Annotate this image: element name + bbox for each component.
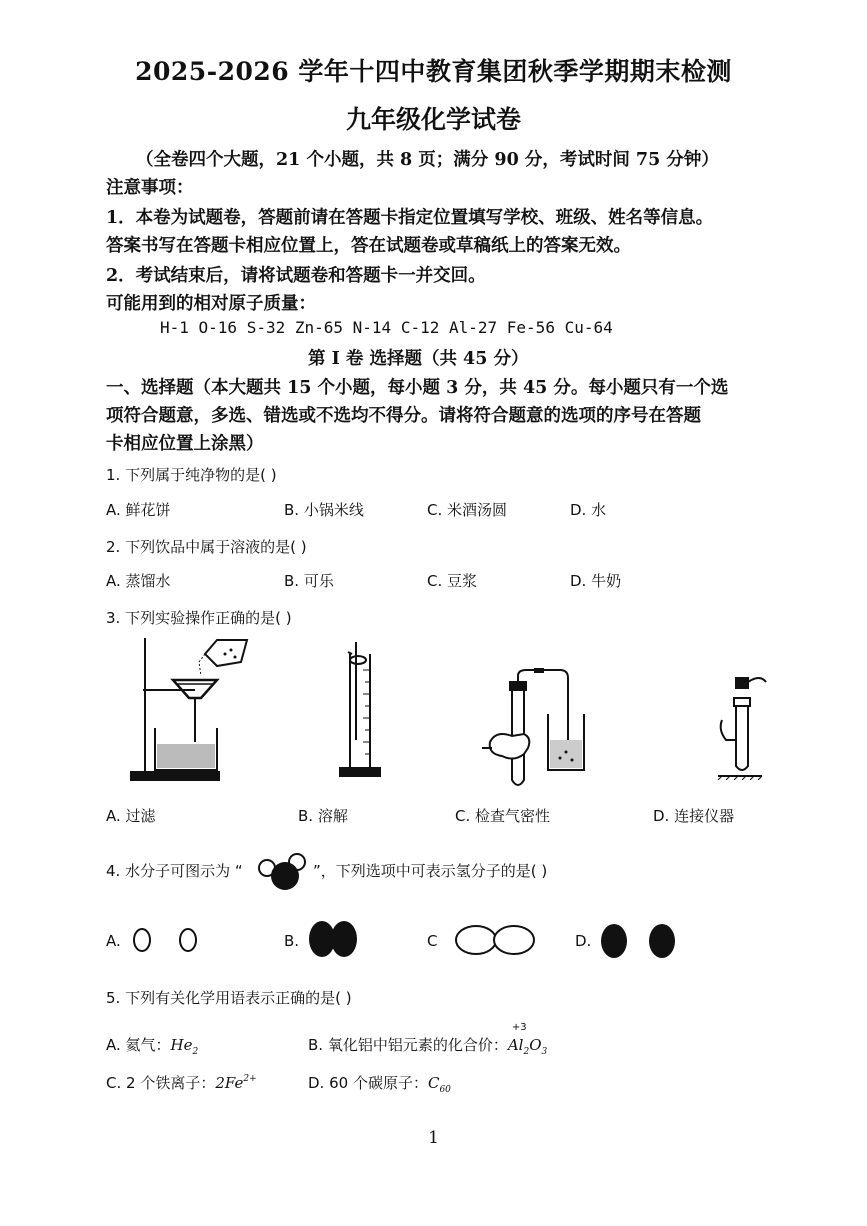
question-1-option-a: A. 鲜花饼 xyxy=(106,501,171,519)
hydrogen-molecule-icon xyxy=(452,922,538,958)
filtration-diagram xyxy=(125,632,265,784)
question-3-option-a: A. 过滤 xyxy=(106,807,156,825)
notice-item-1-line-2: 答案书写在答题卡相应位置上，答在试题卷或草稿纸上的答案无效。 xyxy=(106,236,631,256)
exam-subtitle: 九年级化学试卷 xyxy=(345,105,521,134)
question-4-option-c: C xyxy=(427,932,438,950)
notice-heading: 注意事项： xyxy=(106,178,194,198)
carbon-formula: C xyxy=(427,1074,440,1092)
question-2-stem: 2. 下列饮品中属于溶液的是( ) xyxy=(106,538,307,556)
notice-item-2: 2．考试结束后，请将试题卷和答题卡一并交回。 xyxy=(106,266,486,286)
question-4-stem-start: 4. 水分子可图示为 “ xyxy=(106,862,243,880)
question-5-stem: 5. 下列有关化学用语表示正确的是( ) xyxy=(106,989,352,1007)
two-joined-dark-atoms-icon xyxy=(306,918,362,960)
oxygen-subscript: 3 xyxy=(541,1047,548,1057)
two-separate-hydrogen-atoms-icon xyxy=(128,924,202,956)
aluminum-symbol: Al xyxy=(507,1036,524,1054)
graduated-cylinder-diagram xyxy=(330,640,390,782)
page-number: 1 xyxy=(428,1128,439,1148)
question-2-option-d: D. 牛奶 xyxy=(570,572,622,590)
question-2-option-b: B. 可乐 xyxy=(284,572,334,590)
iron-ion-formula: 2Fe xyxy=(215,1074,244,1092)
question-1-stem: 1. 下列属于纯净物的是( ) xyxy=(106,466,277,484)
airtightness-check-diagram xyxy=(480,668,590,792)
carbon-subscript: 60 xyxy=(439,1085,451,1095)
atomic-mass-list: H-1 O-16 S-32 Zn-65 N-14 C-12 Al-27 Fe-56 Cu-64 xyxy=(160,318,613,337)
question-3-option-d: D. 连接仪器 xyxy=(653,807,735,825)
question-5-option-a-label: A. 氦气： xyxy=(106,1036,171,1054)
iron-ion-charge: 2+ xyxy=(243,1074,257,1084)
oxygen-symbol: O xyxy=(529,1036,542,1054)
aluminum-subscript: 2 xyxy=(523,1047,530,1057)
part-1-title: 第 I 卷 选择题（共 45 分） xyxy=(308,349,529,369)
connecting-apparatus-diagram xyxy=(716,668,776,780)
question-5-option-d xyxy=(308,1072,451,1093)
question-2-option-c: C. 豆浆 xyxy=(427,572,478,590)
question-1-option-d: D. 水 xyxy=(570,501,607,519)
question-4-option-d: D. xyxy=(575,932,592,950)
atomic-mass-heading: 可能用到的相对原子质量： xyxy=(106,294,316,314)
question-3-option-b: B. 溶解 xyxy=(298,807,348,825)
question-4-option-b: B. xyxy=(284,932,300,950)
water-molecule-icon xyxy=(255,852,311,892)
question-3-stem: 3. 下列实验操作正确的是( ) xyxy=(106,609,292,627)
question-4-option-a: A. xyxy=(106,932,121,950)
two-separate-dark-atoms-icon xyxy=(598,920,680,962)
question-2-option-a: A. 蒸馏水 xyxy=(106,572,171,590)
question-5-option-b-label: B. 氧化铝中铝元素的化合价： xyxy=(308,1036,508,1054)
question-3-option-c: C. 检查气密性 xyxy=(455,807,551,825)
question-5-option-d-label: D. 60 个碳原子： xyxy=(308,1074,428,1092)
notice-item-1-line-1: 1．本卷为试题卷，答题前请在答题卡指定位置填写学校、班级、姓名等信息。 xyxy=(106,208,714,228)
question-1-option-c: C. 米酒汤圆 xyxy=(427,501,508,519)
exam-info: （全卷四个大题，21 个小题，共 8 页；满分 90 分，考试时间 75 分钟） xyxy=(136,150,719,170)
question-5-option-a xyxy=(106,1034,198,1055)
question-5-option-c xyxy=(106,1072,257,1093)
section-1-line-3: 卡相应位置上涂黑） xyxy=(106,434,264,454)
helium-formula-subscript: 2 xyxy=(192,1047,199,1057)
section-1-line-1: 一、选择题（本大题共 15 个小题，每小题 3 分，共 45 分。每小题只有一个选 xyxy=(106,378,729,398)
helium-formula: He xyxy=(170,1036,193,1054)
question-1-option-b: B. 小锅米线 xyxy=(284,501,364,519)
aluminum-valence: +3 xyxy=(511,1022,527,1033)
exam-title: 2025-2026 学年十四中教育集团秋季学期期末检测 xyxy=(135,57,732,86)
question-4-stem-end: ”，下列选项中可表示氢分子的是( ) xyxy=(313,862,548,880)
section-1-line-2: 项符合题意，多选、错选或不选均不得分。请将符合题意的选项的序号在答题 xyxy=(106,406,701,426)
question-5-option-c-label: C. 2 个铁离子： xyxy=(106,1074,216,1092)
question-5-option-b xyxy=(308,1022,548,1057)
